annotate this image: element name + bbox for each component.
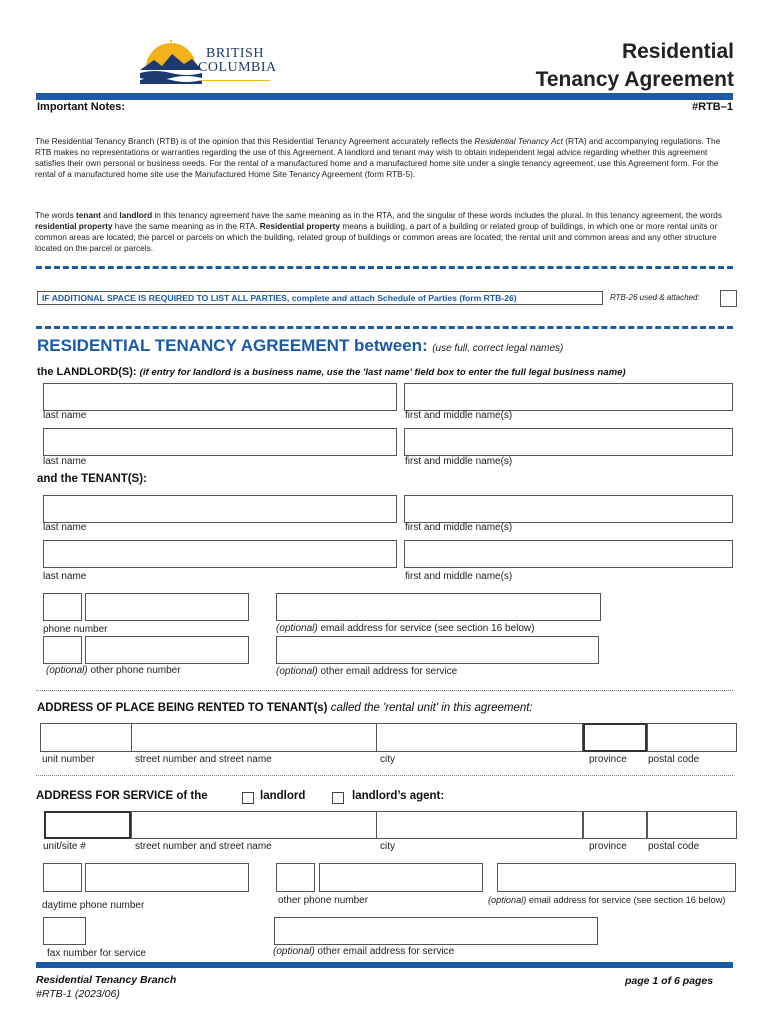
notes-p2-landlord: landlord [119, 210, 153, 220]
page-title [536, 38, 734, 94]
footer-form-version: #RTB-1 (2023/06) [36, 988, 120, 1000]
service-city-label: city [380, 841, 395, 852]
service-street-input[interactable] [131, 811, 377, 839]
notes-paragraph-2 [35, 210, 735, 254]
service-email-input[interactable] [497, 863, 736, 892]
agreement-heading-note: (use full, correct legal names) [432, 343, 564, 354]
service-agent-label: landlord’s agent: [352, 790, 445, 802]
landlord2-first-name-label: first and middle name(s) [405, 456, 513, 467]
phone-area-code-input[interactable] [43, 593, 82, 621]
phone-number-input[interactable] [85, 593, 249, 621]
logo-line2: COLUMBIA [198, 60, 277, 75]
dashed-divider-1 [36, 266, 733, 269]
landlord2-first-name-input[interactable] [404, 428, 733, 456]
tenant2-first-name-input[interactable] [404, 540, 733, 568]
service-other-email-label [273, 946, 454, 957]
rental-street-label: street number and street name [135, 754, 272, 765]
landlord2-last-name-input[interactable] [43, 428, 397, 456]
notes-p2-rp2: Residential property [259, 221, 340, 231]
email-optional-tag: (optional) [276, 623, 318, 634]
title-line1: Residential [621, 40, 734, 63]
other-email-optional-tag: (optional) [276, 666, 318, 677]
service-other-email-input[interactable] [274, 917, 598, 945]
bc-logo-sun-mountain-icon [140, 40, 202, 84]
fax-label: fax number for service [47, 948, 146, 959]
service-other-phone-area-code-input[interactable] [276, 863, 315, 892]
landlord1-first-name-label: first and middle name(s) [405, 410, 513, 421]
tenants-heading: and the TENANT(S): [37, 473, 147, 485]
notes-p2-text-c: have the same meaning as in the RTA. [114, 221, 258, 231]
title-line2: Tenancy Agreement [535, 68, 734, 91]
email-service-input[interactable] [276, 593, 601, 621]
dotted-divider-2 [36, 775, 733, 776]
tenant2-last-name-label: last name [43, 571, 87, 582]
notes-p2-text-a: The words [35, 210, 74, 220]
service-email-text: email address for service (see section 16 below) [528, 895, 726, 905]
daytime-phone-input[interactable] [85, 863, 249, 892]
rental-city-input[interactable] [376, 723, 583, 752]
service-other-phone-input[interactable] [319, 863, 483, 892]
rental-postal-code-label: postal code [648, 754, 700, 765]
rental-address-title: ADDRESS OF PLACE BEING RENTED TO TENANT(s) [37, 702, 328, 714]
service-agent-checkbox[interactable] [332, 792, 344, 804]
header-rule [36, 93, 733, 100]
rental-address-heading [37, 702, 533, 714]
other-phone-optional-tag: (optional) [46, 665, 88, 676]
rental-street-input[interactable] [131, 723, 377, 752]
landlord2-last-name-label: last name [43, 456, 87, 467]
notes-p2-rp1: residential property [35, 221, 113, 231]
rental-city-label: city [380, 754, 395, 765]
service-landlord-checkbox[interactable] [242, 792, 254, 804]
notes-p1-text-b: (RTA) and accompanying regulations. The RTB makes no representations or warranties regarding the use of this Agreement. A landlord and tenant may wish to obtain independent legal advice regarding whether this agreement satisfies their own personal or business needs. For the rental of a manufactured home and a manufactured home site under a single tenancy agreement, use this Agreement form. For the rental of a manufactured home site use the Manufactured Home Site Tenancy Agreement (form RTB-5). [35, 136, 721, 179]
landlords-note: (if entry for landlord is a business name, use the 'last name' field box to enter the full legal business name) [139, 367, 626, 378]
service-email-label [488, 895, 725, 905]
service-city-input[interactable] [376, 811, 583, 839]
email-service-text: email address for service (see section 16 below) [320, 623, 535, 634]
footer-page-number: page 1 of 6 pages [625, 975, 714, 987]
rental-unit-number-label: unit number [42, 754, 95, 765]
tenant2-last-name-input[interactable] [43, 540, 397, 568]
footer-branch: Residential Tenancy Branch [36, 974, 177, 986]
bc-logo [140, 40, 275, 86]
rental-province-label: province [589, 754, 627, 765]
landlord1-last-name-label: last name [43, 410, 87, 421]
other-email-input[interactable] [276, 636, 599, 664]
fax-area-code-input[interactable] [43, 917, 86, 945]
notes-p1-rta: Residential Tenancy Act [474, 136, 563, 146]
dotted-divider-1 [36, 690, 733, 691]
notes-p2-text-d: means a building, a part of a building or related group of buildings, in which one or more rental units or common areas are located; the parcel or parcels on which the building, related group of buildings or common areas are located; the rental unit and common areas and any other structure located on the parcel or parcels. [35, 221, 718, 253]
logo-underline [200, 80, 270, 81]
tenant1-last-name-label: last name [43, 522, 87, 533]
other-phone-text: other phone number [90, 665, 181, 676]
rental-address-note: called the 'rental unit' in this agreement: [330, 702, 533, 714]
other-phone-input[interactable] [85, 636, 249, 664]
daytime-phone-label: daytime phone number [42, 900, 145, 911]
notes-p1-text-a: The Residential Tenancy Branch (RTB) is of the opinion that this Residential Tenancy Agreement accurately reflects the [35, 136, 473, 146]
tenant1-first-name-label: first and middle name(s) [405, 522, 513, 533]
service-other-email-text: other email address for service [317, 946, 455, 957]
landlords-label: the LANDLORD(S): [37, 366, 137, 378]
phone-number-label: phone number [43, 624, 108, 635]
daytime-phone-area-code-input[interactable] [43, 863, 82, 892]
service-province-label: province [589, 841, 627, 852]
tenant1-last-name-input[interactable] [43, 495, 397, 523]
rental-unit-number-input[interactable] [40, 723, 132, 752]
landlords-heading [37, 366, 626, 378]
important-notes-heading: Important Notes: [37, 101, 125, 113]
tenant1-first-name-input[interactable] [404, 495, 733, 523]
rtb26-checkbox[interactable] [720, 290, 737, 307]
notes-p2-text-b: in this tenancy agreement have the same meaning as in the RTA, and the singular of these words includes the plural. In this tenancy agreement, the words [154, 210, 722, 220]
service-unit-site-label: unit/site # [43, 841, 86, 852]
tenant2-first-name-label: first and middle name(s) [405, 571, 513, 582]
rtb26-label: RTB-26 used & attached: [610, 293, 700, 302]
other-phone-label [46, 665, 181, 676]
rental-province-input[interactable] [583, 723, 647, 752]
form-number: #RTB–1 [692, 101, 733, 113]
other-email-text: other email address for service [320, 666, 458, 677]
agreement-heading [37, 336, 563, 356]
landlord1-first-name-input[interactable] [404, 383, 733, 411]
service-unit-site-input[interactable] [44, 811, 131, 839]
other-email-label [276, 666, 457, 677]
additional-space-notice: IF ADDITIONAL SPACE IS REQUIRED TO LIST ALL PARTIES, complete and attach Schedule of Parties (form RTB-26) [37, 291, 603, 305]
service-other-email-optional-tag: (optional) [273, 946, 315, 957]
service-postal-code-label: postal code [648, 841, 700, 852]
service-address-heading: ADDRESS FOR SERVICE of the [36, 790, 208, 802]
agreement-heading-text: RESIDENTIAL TENANCY AGREEMENT between: [37, 336, 428, 355]
service-street-label: street number and street name [135, 841, 272, 852]
service-email-optional-tag: (optional) [488, 895, 527, 905]
footer-rule [36, 962, 733, 968]
notes-p2-tenant: tenant [76, 210, 101, 220]
service-landlord-label: landlord [260, 790, 306, 802]
notes-p2-and: and [103, 210, 118, 220]
dashed-divider-2 [36, 326, 733, 329]
logo-line1: BRITISH [206, 46, 264, 61]
service-postal-code-input[interactable] [647, 811, 737, 839]
landlord1-last-name-input[interactable] [43, 383, 397, 411]
email-service-label [276, 623, 534, 634]
service-other-phone-label: other phone number [278, 895, 369, 906]
notes-paragraph-1 [35, 136, 735, 180]
rental-postal-code-input[interactable] [647, 723, 737, 752]
other-phone-area-code-input[interactable] [43, 636, 82, 664]
service-province-input[interactable] [583, 811, 647, 839]
